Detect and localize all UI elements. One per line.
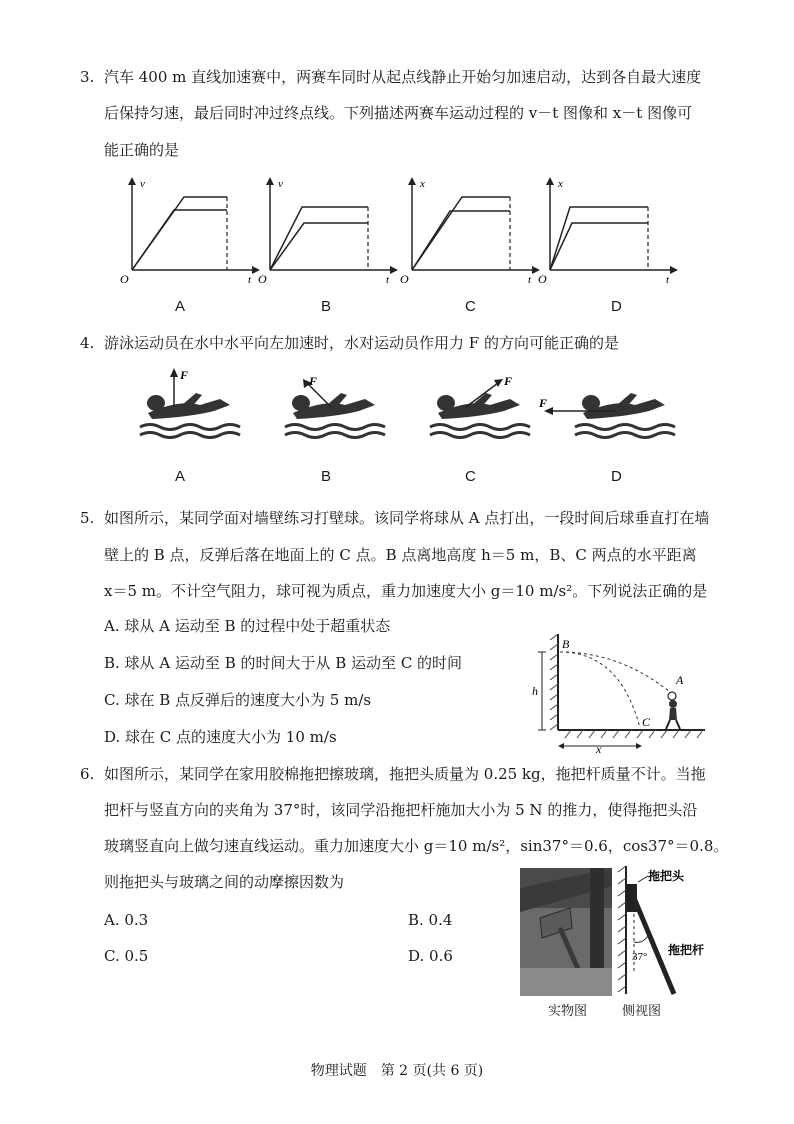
q4-text: 游泳运动员在水中水平向左加速时，水对运动员作用力 F 的方向可能正确的是 [104,334,619,352]
q3-graph-a-origin: O [120,272,129,285]
q5-wall-figure [530,630,715,755]
q3-graph-d-origin: O [538,272,547,285]
q3-graph-c-origin: O [400,272,409,285]
q5-a-label: A [676,673,684,687]
q3-graph-b-origin: O [258,272,267,285]
q4-label-a: A [175,468,186,485]
q3-text-line-1: 汽车 400 m 直线加速赛中，两赛车同时从起点线静止开始匀加速启动，达到各自最大速度 [104,68,702,86]
q3-graph-c-yaxis: x [420,178,425,190]
q3-text-line-3: 能正确的是 [104,141,180,159]
q3-graph-c [392,175,542,285]
q3-graph-d [530,175,680,285]
q6-text-line-1: 如图所示，某同学在家用胶棉拖把擦玻璃，拖把头质量为 0.25 kg，拖把杆质量不计。当拖 [104,765,706,783]
q5-option-b: B. 球从 A 运动至 B 的时间大于从 B 运动至 C 的时间 [104,654,463,672]
q6-photo-caption: 实物图 [548,1004,588,1019]
q4-swimmer-a [130,365,250,440]
q3-graph-a [112,175,262,285]
q6-pole-label: 拖把杆 [668,943,705,957]
q3-label-d: D [611,298,622,315]
q5-c-label: C [642,715,651,729]
q6-side-caption: 侧视图 [622,1004,662,1019]
q5-option-c: C. 球在 B 点反弹后的速度大小为 5 m/s [104,691,372,709]
q4-force-label-d: F [539,396,548,410]
q6-option-b: B. 0.4 [408,911,453,929]
q4-label-c: C [465,468,476,485]
q3-label-a: A [175,298,186,315]
q5-text-line-2: 壁上的 B 点，反弹后落在地面上的 C 点。B 点离地高度 h＝5 m，B、C 两点的水平距离 [104,546,697,564]
q5-text-line-1: 如图所示，某同学面对墙壁练习打壁球。该同学将球从 A 点打出，一段时间后球垂直打在墙 [104,509,710,527]
q6-side-view-figure [612,862,722,998]
q5-number: 5. [80,509,95,527]
q5-b-label: B [562,637,570,651]
q4-swimmer-c [420,365,540,440]
q4-force-label-c: F [504,374,513,388]
q6-photo-image [520,868,612,996]
q5-option-a: A. 球从 A 运动至 B 的过程中处于超重状态 [104,617,391,635]
q6-text-line-2: 把杆与竖直方向的夹角为 37°时，该同学沿拖把杆施加大小为 5 N 的推力，使得拖把头沿 [104,801,698,819]
q3-graph-c-xaxis: t [528,274,532,285]
swimmer-icon [582,393,665,419]
q6-option-d: D. 0.6 [408,947,453,965]
q4-swimmer-d [535,365,685,440]
q4-label-d: D [611,468,622,485]
q3-graph-b-yaxis: v [278,178,283,190]
q3-text-line-2: 后保持匀速，最后同时冲过终点线。下列描述两赛车运动过程的 v－t 图像和 x－t 图像可 [104,104,693,122]
q3-label-c: C [465,298,476,315]
q4-swimmer-b [275,365,395,440]
q3-number: 3. [80,68,95,86]
q4-force-label-b: F [309,374,318,388]
q5-h-label: h [532,684,538,698]
swimmer-icon [292,393,375,419]
q6-option-a: A. 0.3 [104,911,149,929]
q3-graph-d-xaxis: t [666,274,670,285]
q4-force-label-a: F [180,368,189,382]
player-icon [666,692,680,729]
q3-graph-d-yaxis: x [558,178,563,190]
q3-label-b: B [321,298,332,315]
q6-angle-label: 37° [632,951,648,963]
q4-number: 4. [80,334,95,352]
q6-head-label: 拖把头 [648,869,685,883]
q4-label-b: B [321,468,332,485]
q3-graph-b-xaxis: t [386,274,390,285]
q6-text-line-3: 玻璃竖直向上做匀速直线运动。重力加速度大小 g＝10 m/s²，sin37°＝0.6，cos37°＝0.8。 [104,837,729,855]
swimmer-icon [147,393,230,419]
q6-number: 6. [80,765,95,783]
q5-option-d: D. 球在 C 点的速度大小为 10 m/s [104,728,337,746]
q6-option-c: C. 0.5 [104,947,149,965]
page-footer: 物理试题 第 2 页(共 6 页) [310,1063,484,1079]
q3-graph-a-xaxis: t [248,274,252,285]
q5-x-label: x [596,742,602,755]
q6-text-line-4: 则拖把头与玻璃之间的动摩擦因数为 [104,873,345,891]
q3-graph-a-yaxis: v [140,178,145,190]
q3-graph-b [250,175,400,285]
q5-text-line-3: x＝5 m。不计空气阻力，球可视为质点，重力加速度大小 g＝10 m/s²。下列说法正确的是 [104,582,708,600]
